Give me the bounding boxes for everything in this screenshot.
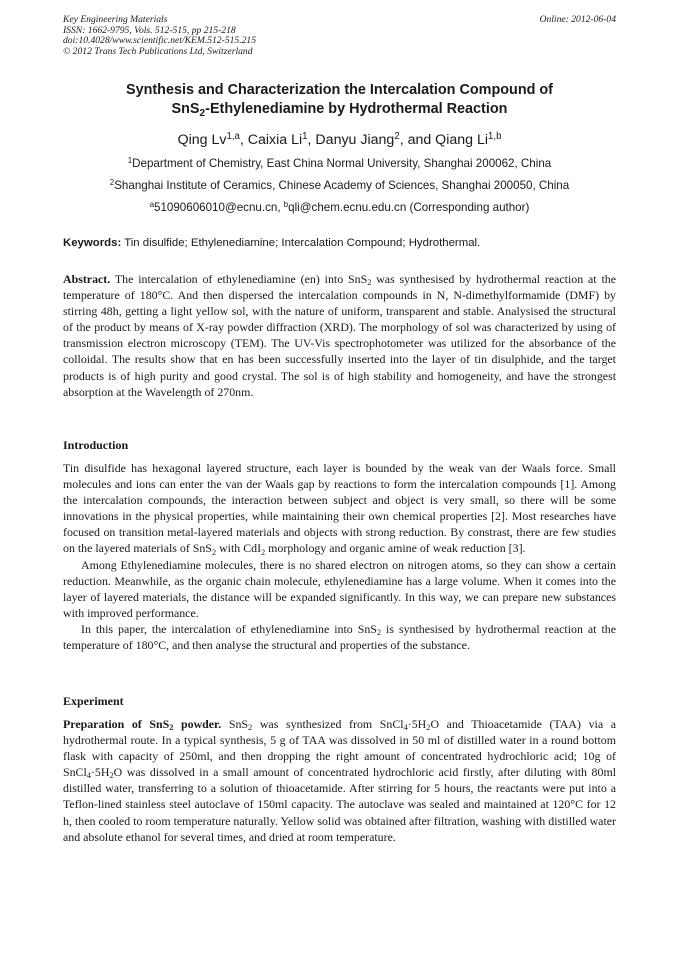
prep-s2: 4 <box>403 723 408 733</box>
prep-t6: O was dissolved in a small amount of concentrated hydrochloric acid firstly, after diluting with 80ml distilled water, transferring to a solution of thioacetamide. After stirring for 5 hours, the reactants were put into a Teflon-lined stainless steel autoclave of 150ml capacity. The autoclave was sealed and maintained at 120°C for 12 h, then cooled to room temperature naturally. Yellow solid was obtained after filtration, washing with distilled water and absolute ethanol for several times, and dried at room temperature. <box>63 765 616 844</box>
keywords <box>63 236 616 250</box>
journal-copyright: © 2012 Trans Tech Publications Ltd, Switzerland <box>63 45 253 57</box>
intro-p3-text-1: In this paper, the intercalation of ethylenediamine into SnS <box>81 621 377 636</box>
author-list <box>63 131 616 149</box>
title-line-2 <box>63 100 616 119</box>
prep-t3: ·5H <box>407 717 427 731</box>
preparation-paragraph <box>63 716 616 845</box>
author-4: , and Qiang Li <box>399 132 489 148</box>
journal-header <box>63 15 616 57</box>
author-2: , Caixia Li <box>239 132 303 148</box>
prep-label-rest: powder. <box>173 717 222 731</box>
intro-p3-sub: 2 <box>376 628 382 638</box>
intro-p1-sub-1: 2 <box>211 547 217 557</box>
intro-paragraph-3 <box>63 621 616 653</box>
affiliation-2-text: Shanghai Institute of Ceramics, Chinese Academy of Sciences, Shanghai 200050, China <box>114 179 570 192</box>
intro-p1-text-1: Tin disulfide has hexagonal layered structure, each layer is bounded by the weak van der Waals force. Small molecules and ions can enter the van der Waals gap by reactions to form the intercalation compounds [1]. Among the intercalation compounds, the interaction between subject and object is very small, so there will be some innovations in the physical properties, while maintaining their own chemical properties [2]. Most researches have focused on transition metal-layered materials and objects with strong reduction. By constrast, there are few studies on the layered materials of SnS <box>63 461 616 556</box>
abstract <box>63 271 616 400</box>
title-rest: -Ethylenediamine by Hydrothermal Reaction <box>205 101 508 117</box>
introduction-body <box>63 460 616 653</box>
author-4-affiliation: 1,b <box>488 131 502 143</box>
intro-p1-text-3: morphology and organic amine of weak reduction [3]. <box>265 541 526 556</box>
abstract-text-1: The intercalation of ethylenediamine (en) into SnS <box>110 272 368 286</box>
title-subscript: 2 <box>199 107 206 119</box>
author-1-affiliation: 1,a <box>226 131 240 143</box>
author-3: , Danyu Jiang <box>307 132 395 148</box>
intro-p1-sub-2: 2 <box>261 547 266 557</box>
experiment-body <box>63 716 616 845</box>
email-b-marker: b <box>283 200 289 210</box>
author-1: Qing Lv <box>177 132 227 148</box>
online-date: Online: 2012-06-04 <box>539 14 616 25</box>
author-3-affiliation: 2 <box>394 131 400 143</box>
intro-p1-text-2: with CdI <box>216 541 262 556</box>
prep-t2: was synthesized from SnCl <box>252 717 404 731</box>
intro-paragraph-1 <box>63 460 616 557</box>
email-a-marker: a <box>149 200 155 210</box>
email-b[interactable]: qli@chem.ecnu.edu.cn (Corresponding author) <box>288 201 530 214</box>
email-a[interactable]: 51090606010@ecnu.cn, <box>154 201 284 214</box>
prep-s5: 2 <box>109 771 114 781</box>
journal-issn: ISSN: 1662-9795, Vols. 512-515, pp 215-218 <box>63 24 236 36</box>
intro-paragraph-2: Among Ethylenediamine molecules, there is no shared electron on nitrogen atoms, so they can show a certain reduction. Meanwhile, as the organic chain molecule, ethylenediamine has a large volume. When it comes into the layer of layered materials, the distance will be expanded significantly. In this way, we can prepare new substances with improved performance. <box>63 557 616 620</box>
preparation-label <box>63 717 221 731</box>
prep-label-text: Preparation of SnS <box>63 717 170 731</box>
affiliation-1 <box>63 157 616 171</box>
prep-s1: 2 <box>248 723 253 733</box>
keywords-text: Tin disulfide; Ethylenediamine; Intercalation Compound; Hydrothermal. <box>121 237 481 249</box>
prep-s4: 4 <box>86 771 91 781</box>
abstract-label: Abstract. <box>63 272 111 286</box>
experiment-heading: Experiment <box>63 694 124 708</box>
affiliation-1-marker: 1 <box>127 156 133 166</box>
affiliation-2-marker: 2 <box>109 178 115 188</box>
keywords-label: Keywords: <box>63 237 122 249</box>
author-2-affiliation: 1 <box>302 131 308 143</box>
paper-title <box>63 81 616 119</box>
affiliation-2 <box>63 179 616 193</box>
title-formula: SnS <box>171 101 200 117</box>
introduction-heading: Introduction <box>63 438 129 452</box>
journal-name: Key Engineering Materials <box>63 14 168 25</box>
prep-t1: SnS <box>221 717 249 731</box>
journal-doi: doi:10.4028/www.scientific.net/KEM.512-515.215 <box>63 35 257 47</box>
prep-label-sub: 2 <box>169 723 174 733</box>
abstract-text-2: was synthesised by hydrothermal reaction at the temperature of 180°C. And then dispersed the intercalation compounds in N, N-dimethylformamide (DMF) by stirring 48h, getting a light yellow sol, with the nature of uniform, transparent and stable. Analysised the structural of the product by means of X-ray powder diffraction (XRD). The morphology of sol was characterized by using of transmission electron microscopy (TEM). The UV-Vis spectrophotometer was utilized for the absorbance of the colloidal. The results show that en has been successfully inserted into the layer of tin disulphide, and the target products is of high purity and good crystal. The sol is of high stability and homogeneity, and have the strongest absorption at the Wavelength of 270nm. <box>63 272 616 399</box>
author-emails <box>63 201 616 215</box>
prep-t5: ·5H <box>90 765 110 780</box>
title-line-1: Synthesis and Characterization the Intercalation Compound of <box>126 82 553 98</box>
abstract-subscript: 2 <box>367 278 372 288</box>
prep-s3: 2 <box>426 723 431 733</box>
intro-p3-text-2: is synthesised by hydrothermal reaction at the temperature of 180°C, and then analyse the structural and properties of the substance. <box>63 621 616 653</box>
affiliation-1-text: Department of Chemistry, East China Normal University, Shanghai 200062, China <box>132 157 552 170</box>
prep-t4: O and Thioacetamide (TAA) via a hydrothermal route. In a typical synthesis, 5 g of TAA was dissolved in 50 ml of distilled water in a round bottom flask with capacity of 250ml, and then dropping the right amount of concentrated hydrochloric acid; 10g of SnCl <box>63 717 616 780</box>
